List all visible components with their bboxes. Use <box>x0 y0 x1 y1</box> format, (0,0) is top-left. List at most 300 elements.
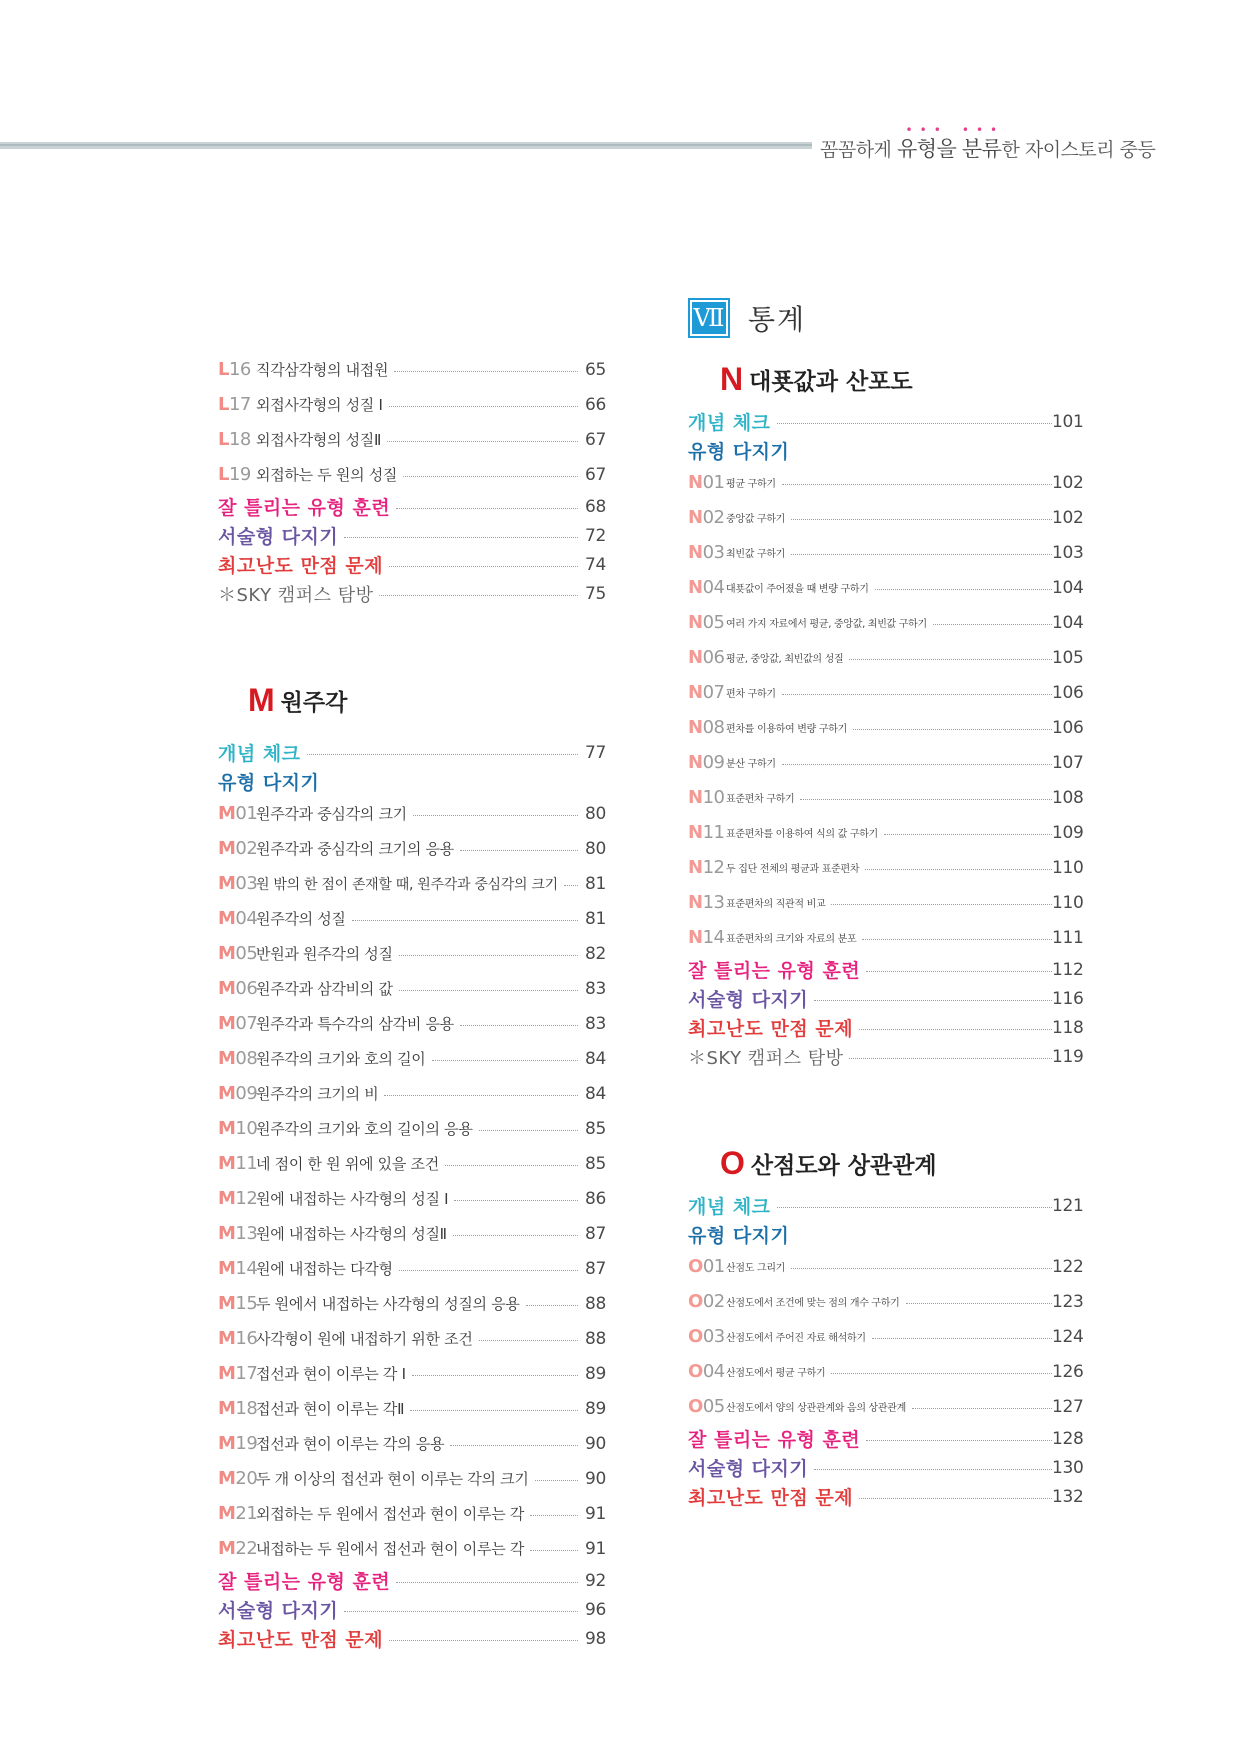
dot-leader <box>530 1515 578 1516</box>
tagline-em1-text: 유형을 <box>896 137 957 161</box>
page-number: 110 <box>1052 857 1084 878</box>
toc-entry[interactable] <box>218 1496 606 1531</box>
toc-entry[interactable] <box>218 387 606 422</box>
dot-leader <box>859 1498 1052 1499</box>
page-number: 118 <box>1052 1017 1084 1038</box>
spacer <box>218 608 606 678</box>
toc-entry[interactable] <box>688 675 1084 710</box>
entry-code-number: 02 <box>235 838 258 859</box>
entry-title: 두 집단 전체의 평균과 표준편차 <box>726 864 860 875</box>
entry-title: 원주각의 크기의 비 <box>256 1085 379 1103</box>
entry-code-letter: O <box>688 1396 703 1417</box>
entry-title: 표준편차의 크기와 자료의 분포 <box>726 934 857 945</box>
entry-title: 중앙값 구하기 <box>726 514 786 525</box>
toc-entry[interactable] <box>688 570 1084 605</box>
section-title: ＊SKY 캠퍼스 탐방 <box>218 584 374 606</box>
toc-entry[interactable] <box>218 1146 606 1181</box>
dot-leader <box>906 1303 1052 1304</box>
o-item-list <box>688 1249 1084 1424</box>
entry-title: 원주각과 삼각비의 값 <box>256 980 393 998</box>
entry-code-letter: M <box>218 1188 236 1209</box>
entry-title: 원 밖의 한 점이 존재할 때, 원주각과 중심각의 크기 <box>256 876 558 893</box>
page-number: 68 <box>584 496 606 517</box>
toc-entry[interactable] <box>688 1284 1084 1319</box>
entry-code <box>218 943 256 964</box>
page-number: 128 <box>1052 1428 1084 1449</box>
entry-title: 대푯값이 주어졌을 때 변량 구하기 <box>726 584 869 595</box>
chapter-heading-o <box>688 1141 1080 1185</box>
toc-essay-m[interactable] <box>218 1595 606 1624</box>
tagline-emphasis-1 <box>896 123 957 161</box>
section-title: 잘 틀리는 유형 훈련 <box>218 1571 391 1593</box>
toc-entry[interactable] <box>218 1321 606 1356</box>
section-title: 잘 틀리는 유형 훈련 <box>688 960 861 982</box>
dot-leader <box>460 850 578 851</box>
entry-code-letter: M <box>218 1118 236 1139</box>
entry-code-number: 20 <box>235 1468 258 1489</box>
entry-title: 원에 내접하는 사각형의 성질Ⅱ <box>256 1225 447 1243</box>
entry-code-letter: O <box>688 1326 703 1347</box>
entry-code-number: 12 <box>235 1188 258 1209</box>
entry-title: 원주각과 중심각의 크기 <box>256 805 407 823</box>
toc-essay-o[interactable] <box>688 1453 1084 1482</box>
toc-entry[interactable] <box>218 1111 606 1146</box>
entry-code-letter: L <box>218 429 229 450</box>
toc-entry[interactable] <box>688 710 1084 745</box>
toc-entry[interactable] <box>218 1041 606 1076</box>
chapter-letter: O <box>720 1144 745 1181</box>
entry-code-number: 08 <box>702 717 725 738</box>
entry-code-letter: M <box>218 1433 236 1454</box>
entry-title: 접선과 현이 이루는 각Ⅱ <box>256 1400 405 1418</box>
section-title: 최고난도 만점 문제 <box>218 555 384 577</box>
toc-entry[interactable] <box>218 1531 606 1566</box>
toc-entry[interactable] <box>218 1076 606 1111</box>
section-title: 서술형 다지기 <box>688 989 809 1011</box>
entry-code-letter: M <box>218 838 236 859</box>
toc-entry[interactable] <box>218 1461 606 1496</box>
toc-entry[interactable] <box>218 1216 606 1251</box>
dot-leader <box>379 595 578 596</box>
entry-code-number: 14 <box>235 1258 258 1279</box>
section-title: 개념 체크 <box>688 412 771 434</box>
dot-leader <box>352 920 578 921</box>
entry-code-number: 11 <box>702 822 725 843</box>
entry-code <box>218 1293 256 1314</box>
unit-heading <box>688 293 1080 343</box>
toc-concept-n[interactable] <box>688 407 1084 436</box>
entry-code-letter: M <box>218 1293 236 1314</box>
page-number: 104 <box>1052 577 1084 598</box>
entry-code-number: 09 <box>235 1083 258 1104</box>
section-title: 최고난도 만점 문제 <box>218 1629 384 1651</box>
dot-leader <box>399 955 578 956</box>
toc-entry[interactable] <box>218 1006 606 1041</box>
entry-code <box>218 1118 256 1139</box>
toc-entry[interactable] <box>218 936 606 971</box>
toc-entry[interactable] <box>688 640 1084 675</box>
dot-leader <box>384 1095 578 1096</box>
dot-leader <box>849 1058 1052 1059</box>
section-title: 잘 틀리는 유형 훈련 <box>688 1429 861 1451</box>
dot-leader <box>530 1550 578 1551</box>
entry-code <box>688 752 726 773</box>
entry-code <box>218 1048 256 1069</box>
toc-type-o <box>688 1220 1080 1249</box>
toc-entry[interactable] <box>688 500 1084 535</box>
entry-code-letter: N <box>688 927 703 948</box>
entry-code <box>218 1503 256 1524</box>
page-number: 124 <box>1052 1326 1084 1347</box>
dot-leader <box>782 694 1052 695</box>
entry-title: 원주각과 중심각의 크기의 응용 <box>256 840 454 858</box>
entry-code <box>688 507 726 528</box>
page-number: 106 <box>1052 717 1084 738</box>
entry-title: 평균, 중앙값, 최빈값의 성질 <box>726 654 844 665</box>
page-number: 110 <box>1052 892 1084 913</box>
toc-entry[interactable] <box>218 1356 606 1391</box>
toc-entry[interactable] <box>218 831 606 866</box>
toc-hard-o[interactable] <box>688 1482 1084 1511</box>
dot-leader <box>403 476 578 477</box>
entry-title: 직각삼각형의 내접원 <box>256 361 389 379</box>
toc-entry[interactable] <box>218 901 606 936</box>
tagline-emphasis-2 <box>961 123 1005 161</box>
entry-code <box>688 1326 726 1347</box>
page-number: 101 <box>1052 411 1084 432</box>
entry-code-letter: M <box>218 908 236 929</box>
dot-leader <box>535 1480 578 1481</box>
entry-title: 원주각의 크기와 호의 길이 <box>256 1050 426 1068</box>
dot-leader <box>791 519 1052 520</box>
section-title: 서술형 다지기 <box>688 1458 809 1480</box>
entry-code <box>688 717 726 738</box>
page-number: 127 <box>1052 1396 1084 1417</box>
toc-sky-l[interactable] <box>218 579 606 608</box>
section-title: 서술형 다지기 <box>218 526 339 548</box>
entry-code-letter: N <box>688 507 703 528</box>
dot-leader <box>344 1611 578 1612</box>
dot-leader <box>933 624 1052 625</box>
toc-hard-l[interactable] <box>218 550 606 579</box>
page-number: 106 <box>1052 682 1084 703</box>
entry-code-letter: M <box>218 803 236 824</box>
entry-code-number: 05 <box>702 612 725 633</box>
dot-leader <box>777 1207 1052 1208</box>
dot-leader <box>782 484 1052 485</box>
entry-code-number: 16 <box>228 359 251 380</box>
toc-entry[interactable] <box>688 465 1084 500</box>
toc-entry[interactable] <box>688 1354 1084 1389</box>
entry-code <box>688 472 726 493</box>
entry-code-letter: M <box>218 1258 236 1279</box>
entry-code-number: 16 <box>235 1328 258 1349</box>
entry-title: 여러 가지 자료에서 평균, 중앙값, 최빈값 구하기 <box>726 619 927 630</box>
page-number: 109 <box>1052 822 1084 843</box>
entry-code-number: 10 <box>235 1118 258 1139</box>
entry-code-letter: N <box>688 472 703 493</box>
toc-entry[interactable] <box>688 535 1084 570</box>
toc-sky-n[interactable] <box>688 1042 1084 1071</box>
page-number: 89 <box>584 1363 606 1384</box>
toc-wrong-l[interactable] <box>218 492 606 521</box>
entry-code-letter: L <box>218 394 229 415</box>
section-title: 유형 다지기 <box>218 772 320 794</box>
toc-right-column <box>688 293 1084 1511</box>
entry-title: 표준편차를 이용하여 식의 값 구하기 <box>726 829 878 840</box>
entry-code <box>218 873 256 894</box>
dot-leader <box>875 589 1052 590</box>
entry-code-number: 07 <box>702 682 725 703</box>
page-number: 80 <box>584 838 606 859</box>
entry-code <box>218 359 256 380</box>
entry-code-number: 01 <box>702 472 725 493</box>
dot-leader <box>831 1373 1052 1374</box>
page-number: 102 <box>1052 472 1084 493</box>
toc-entry[interactable] <box>688 1319 1084 1354</box>
toc-hard-n[interactable] <box>688 1013 1084 1042</box>
header-rule <box>0 142 812 149</box>
entry-title: 사각형이 원에 내접하기 위한 조건 <box>256 1330 473 1348</box>
entry-code <box>218 1363 256 1384</box>
entry-code-number: 19 <box>228 464 251 485</box>
entry-code <box>218 1083 256 1104</box>
entry-title: 분산 구하기 <box>726 759 776 770</box>
entry-title: 외접하는 두 원의 성질 <box>256 466 398 484</box>
entry-code-letter: N <box>688 752 703 773</box>
dot-leader <box>389 406 578 407</box>
chapter-name: 원주각 <box>280 689 348 716</box>
toc-essay-l[interactable] <box>218 521 606 550</box>
emphasis-dots: ••• <box>961 123 1005 137</box>
dot-leader <box>410 1410 578 1411</box>
entry-title: 산점도에서 주어진 자료 해석하기 <box>726 1333 866 1344</box>
dot-leader <box>394 371 578 372</box>
entry-code-number: 03 <box>702 542 725 563</box>
toc-entry[interactable] <box>688 780 1084 815</box>
entry-code-number: 17 <box>235 1363 258 1384</box>
dot-leader <box>460 1025 578 1026</box>
l-item-list <box>218 352 606 492</box>
toc-entry[interactable] <box>688 1249 1084 1284</box>
page-number: 87 <box>584 1223 606 1244</box>
toc-wrong-n[interactable] <box>688 955 1084 984</box>
dot-leader <box>413 815 578 816</box>
entry-code-letter: M <box>218 1223 236 1244</box>
toc-wrong-o[interactable] <box>688 1424 1084 1453</box>
entry-code-number: 22 <box>235 1538 258 1559</box>
entry-code <box>218 908 256 929</box>
dot-leader <box>884 834 1052 835</box>
section-title: 유형 다지기 <box>688 1225 790 1247</box>
entry-code-number: 07 <box>235 1013 258 1034</box>
entry-code-letter: M <box>218 943 236 964</box>
entry-code-number: 11 <box>235 1153 258 1174</box>
unit-number-badge: Ⅶ <box>688 298 730 338</box>
toc-entry[interactable] <box>688 605 1084 640</box>
page-number: 122 <box>1052 1256 1084 1277</box>
entry-code-letter: O <box>688 1291 703 1312</box>
page-number: 72 <box>584 525 606 546</box>
page-number: 86 <box>584 1188 606 1209</box>
chapter-heading-n <box>688 357 1080 401</box>
entry-code-letter: N <box>688 682 703 703</box>
entry-code-number: 19 <box>235 1433 258 1454</box>
toc-entry[interactable] <box>688 885 1084 920</box>
entry-code <box>218 838 256 859</box>
toc-entry[interactable] <box>688 745 1084 780</box>
entry-code <box>688 542 726 563</box>
entry-code <box>218 394 256 415</box>
entry-code <box>688 1256 726 1277</box>
dot-leader <box>814 1469 1052 1470</box>
toc-entry[interactable] <box>218 1181 606 1216</box>
page-number: 87 <box>584 1258 606 1279</box>
header-tagline <box>820 123 1156 161</box>
entry-code <box>688 682 726 703</box>
dot-leader <box>791 1268 1052 1269</box>
dot-leader <box>865 869 1052 870</box>
dot-leader <box>479 1130 578 1131</box>
dot-leader <box>479 1340 578 1341</box>
entry-code-letter: M <box>218 1328 236 1349</box>
toc-entry[interactable] <box>218 796 606 831</box>
toc-concept-o[interactable] <box>688 1191 1084 1220</box>
toc-entry[interactable] <box>688 850 1084 885</box>
entry-code <box>218 1433 256 1454</box>
dot-leader <box>866 971 1052 972</box>
entry-title: 외접사각형의 성질Ⅱ <box>256 431 382 449</box>
entry-code <box>688 857 726 878</box>
dot-leader <box>849 659 1052 660</box>
page-number: 81 <box>584 908 606 929</box>
page-number: 123 <box>1052 1291 1084 1312</box>
entry-code-letter: L <box>218 464 229 485</box>
entry-code-number: 21 <box>235 1503 258 1524</box>
entry-code-letter: O <box>688 1361 703 1382</box>
toc-entry[interactable] <box>688 1389 1084 1424</box>
toc-entry[interactable] <box>218 866 606 901</box>
chapter-heading-m <box>218 678 606 722</box>
entry-code <box>218 1258 256 1279</box>
entry-code-number: 06 <box>235 978 258 999</box>
entry-title: 산점도 그리기 <box>726 1263 786 1274</box>
dot-leader <box>432 1060 579 1061</box>
dot-leader <box>791 554 1052 555</box>
entry-code-number: 01 <box>235 803 258 824</box>
section-title: ＊SKY 캠퍼스 탐방 <box>688 1047 844 1069</box>
entry-code <box>218 803 256 824</box>
page-number: 85 <box>584 1153 606 1174</box>
entry-code-letter: N <box>688 892 703 913</box>
page-number: 107 <box>1052 752 1084 773</box>
chapter-name: 산점도와 상관관계 <box>750 1152 937 1179</box>
toc-concept-m[interactable] <box>218 738 606 767</box>
page-number: 66 <box>584 394 606 415</box>
toc-entry[interactable] <box>218 1286 606 1321</box>
dot-leader <box>344 537 578 538</box>
chapter-letter: M <box>248 681 275 718</box>
n-item-list <box>688 465 1084 955</box>
entry-code <box>688 787 726 808</box>
toc-entry[interactable] <box>218 1426 606 1461</box>
entry-code-number: 18 <box>235 1398 258 1419</box>
page-number: 98 <box>584 1628 606 1649</box>
entry-title: 접선과 현이 이루는 각의 응용 <box>256 1435 445 1453</box>
entry-code-letter: M <box>218 1363 236 1384</box>
dot-leader <box>396 508 578 509</box>
page-number: 84 <box>584 1048 606 1069</box>
entry-code-letter: M <box>218 1083 236 1104</box>
page-number: 96 <box>584 1599 606 1620</box>
toc-essay-n[interactable] <box>688 984 1084 1013</box>
entry-code-letter: N <box>688 857 703 878</box>
tagline-em2-text: 분류 <box>961 137 1002 161</box>
entry-code-number: 17 <box>228 394 251 415</box>
entry-code-letter: M <box>218 1503 236 1524</box>
toc-hard-m[interactable] <box>218 1624 606 1653</box>
entry-code <box>218 1223 256 1244</box>
entry-code <box>688 927 726 948</box>
entry-title: 반원과 원주각의 성질 <box>256 945 393 963</box>
entry-code-number: 06 <box>702 647 725 668</box>
toc-entry[interactable] <box>688 920 1084 955</box>
entry-code-number: 05 <box>235 943 258 964</box>
entry-code <box>218 1468 256 1489</box>
entry-code-number: 13 <box>702 892 725 913</box>
page-number: 116 <box>1052 988 1084 1009</box>
entry-code <box>688 577 726 598</box>
entry-code <box>218 1153 256 1174</box>
tagline-post: 한 자이스토리 중등 <box>1001 139 1156 161</box>
entry-code-letter: L <box>218 359 229 380</box>
toc-entry[interactable] <box>688 815 1084 850</box>
toc-wrong-m[interactable] <box>218 1566 606 1595</box>
dot-leader <box>777 423 1052 424</box>
entry-title: 편차 구하기 <box>726 689 776 700</box>
entry-code <box>218 1398 256 1419</box>
entry-code-number: 02 <box>702 1291 725 1312</box>
toc-entry[interactable] <box>218 422 606 457</box>
entry-title: 산점도에서 조건에 맞는 점의 개수 구하기 <box>726 1298 900 1309</box>
page-number: 65 <box>584 359 606 380</box>
page-number: 77 <box>584 742 606 763</box>
toc-entry[interactable] <box>218 1251 606 1286</box>
entry-code-letter: N <box>688 542 703 563</box>
toc-entry[interactable] <box>218 352 606 387</box>
entry-code-number: 14 <box>702 927 725 948</box>
tagline-pre: 꼼꼼하게 <box>820 139 897 161</box>
toc-left-column <box>218 352 606 1653</box>
toc-entry[interactable] <box>218 1391 606 1426</box>
toc-type-n <box>688 436 1080 465</box>
entry-code <box>688 612 726 633</box>
toc-entry[interactable] <box>218 971 606 1006</box>
toc-entry[interactable] <box>218 457 606 492</box>
entry-title: 원주각의 성질 <box>256 910 346 928</box>
page-number: 121 <box>1052 1195 1084 1216</box>
chapter-name: 대푯값과 산포도 <box>749 368 913 395</box>
entry-title: 네 점이 한 원 위에 있을 조건 <box>256 1155 439 1173</box>
entry-code-number: 03 <box>235 873 258 894</box>
dot-leader <box>853 729 1052 730</box>
entry-code <box>688 1361 726 1382</box>
page-number: 102 <box>1052 507 1084 528</box>
entry-title: 원에 내접하는 다각형 <box>256 1260 393 1278</box>
entry-code <box>218 1538 256 1559</box>
entry-title: 두 원에서 내접하는 사각형의 성질의 응용 <box>256 1295 520 1313</box>
entry-title: 원주각의 크기와 호의 길이의 응용 <box>256 1120 473 1138</box>
